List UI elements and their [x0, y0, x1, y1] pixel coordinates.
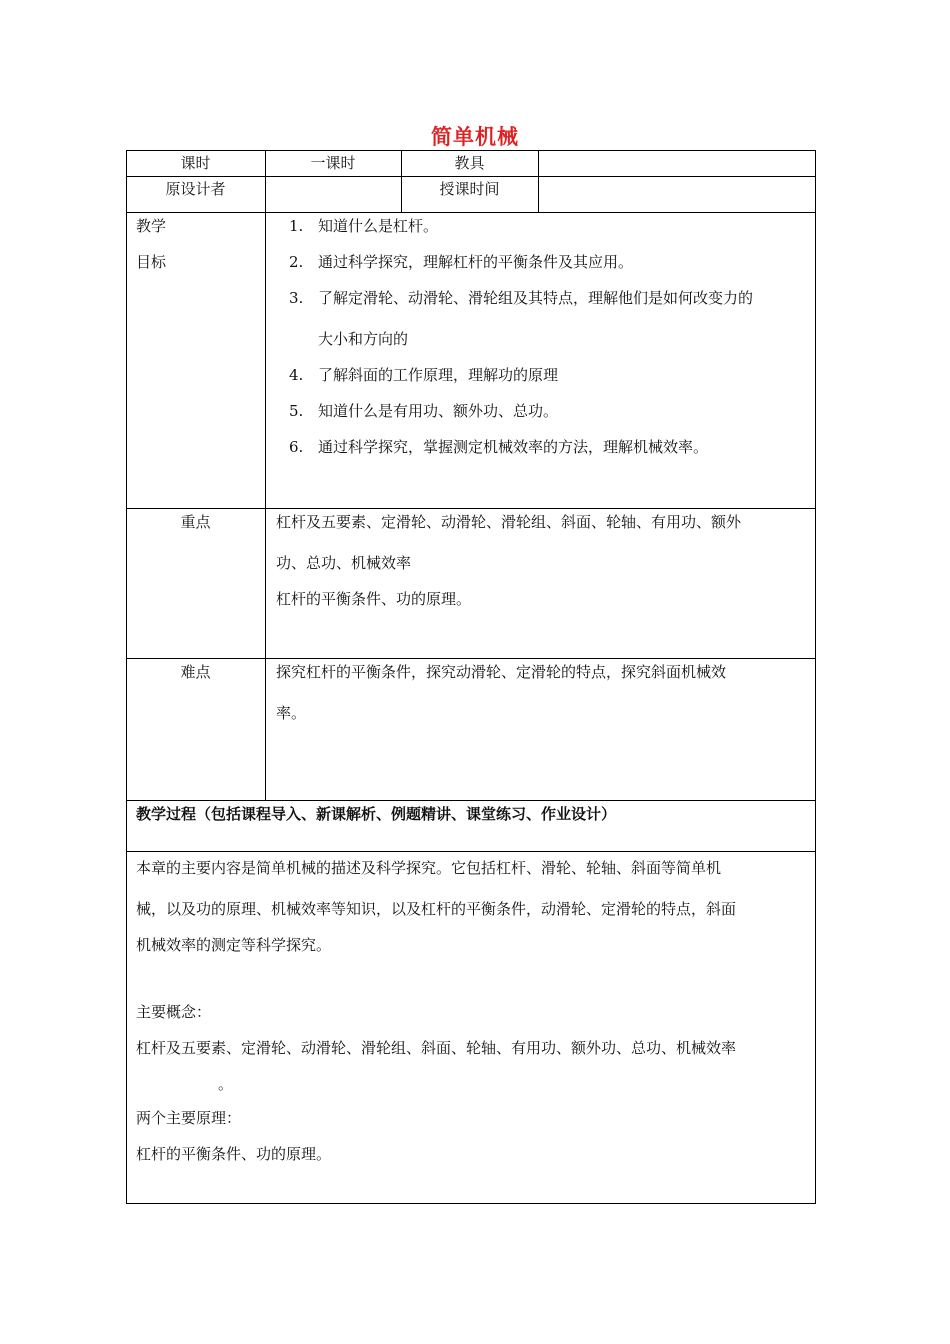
- table-border-right: [815, 150, 816, 1204]
- row-divider: [126, 176, 816, 177]
- page-title: 简单机械: [431, 125, 519, 149]
- objective-text: 了解定滑轮、动滑轮、滑轮组及其特点，理解他们是如何改变力的: [318, 289, 754, 307]
- row-divider: [126, 658, 816, 659]
- period-label: 课时: [180, 154, 211, 172]
- process-line: 。: [218, 1075, 234, 1093]
- objective-number: 4.: [289, 366, 304, 384]
- objective-number: 3.: [289, 289, 304, 307]
- principles-heading: 两个主要原理：: [136, 1109, 242, 1127]
- process-line: 机械效率的测定等科学探究。: [136, 936, 332, 954]
- objective-text: 通过科学探究，掌握测定机械效率的方法，理解机械效率。: [318, 438, 709, 456]
- process-line: 杠杆的平衡条件、功的原理。: [136, 1145, 332, 1163]
- row-divider: [126, 212, 816, 213]
- table-border-top: [126, 150, 816, 151]
- objective-number: 6.: [289, 438, 304, 456]
- objective-number: 5.: [289, 402, 304, 420]
- lesson-time-label: 授课时间: [439, 180, 500, 198]
- row-divider: [126, 851, 816, 852]
- teaching-tools-label: 教具: [454, 154, 485, 172]
- row-divider: [126, 508, 816, 509]
- process-line: 本章的主要内容是简单机械的描述及科学探究。它包括杠杆、滑轮、轮轴、斜面等简单机: [136, 859, 722, 877]
- row-divider: [126, 800, 816, 801]
- difficulties-line: 率。: [276, 704, 307, 722]
- objective-text-continued: 大小和方向的: [318, 330, 409, 348]
- process-line: 杠杆及五要素、定滑轮、动滑轮、滑轮组、斜面、轮轴、有用功、额外功、总功、机械效率: [136, 1039, 737, 1057]
- objective-text: 知道什么是杠杆。: [318, 217, 439, 235]
- process-heading: 教学过程（包括课程导入、新课解析、例题精讲、课堂练习、作业设计）: [136, 805, 617, 823]
- key-points-label: 重点: [180, 513, 211, 531]
- objectives-label: 教学: [136, 217, 167, 235]
- key-points-line: 功、总功、机械效率: [276, 554, 412, 572]
- period-value: 一课时: [310, 154, 356, 172]
- table-border-bottom: [126, 1203, 816, 1204]
- objective-number: 1.: [289, 217, 304, 235]
- objective-text: 通过科学探究，理解杠杆的平衡条件及其应用。: [318, 253, 634, 271]
- objective-text: 了解斜面的工作原理，理解功的原理: [318, 366, 559, 384]
- objective-number: 2.: [289, 253, 304, 271]
- objective-text: 知道什么是有用功、额外功、总功。: [318, 402, 559, 420]
- designer-label: 原设计者: [165, 180, 226, 198]
- objectives-label: 目标: [136, 253, 167, 271]
- key-points-line: 杠杆及五要素、定滑轮、动滑轮、滑轮组、斜面、轮轴、有用功、额外: [276, 513, 742, 531]
- column-divider: [265, 150, 266, 800]
- process-line: 械，以及功的原理、机械效率等知识，以及杠杆的平衡条件，动滑轮、定滑轮的特点，斜面: [136, 900, 737, 918]
- difficulties-line: 探究杠杆的平衡条件，探究动滑轮、定滑轮的特点，探究斜面机械效: [276, 663, 727, 681]
- column-divider: [538, 150, 539, 212]
- difficulties-label: 难点: [180, 663, 211, 681]
- concepts-heading: 主要概念：: [136, 1003, 212, 1021]
- key-points-line: 杠杆的平衡条件、功的原理。: [276, 590, 472, 608]
